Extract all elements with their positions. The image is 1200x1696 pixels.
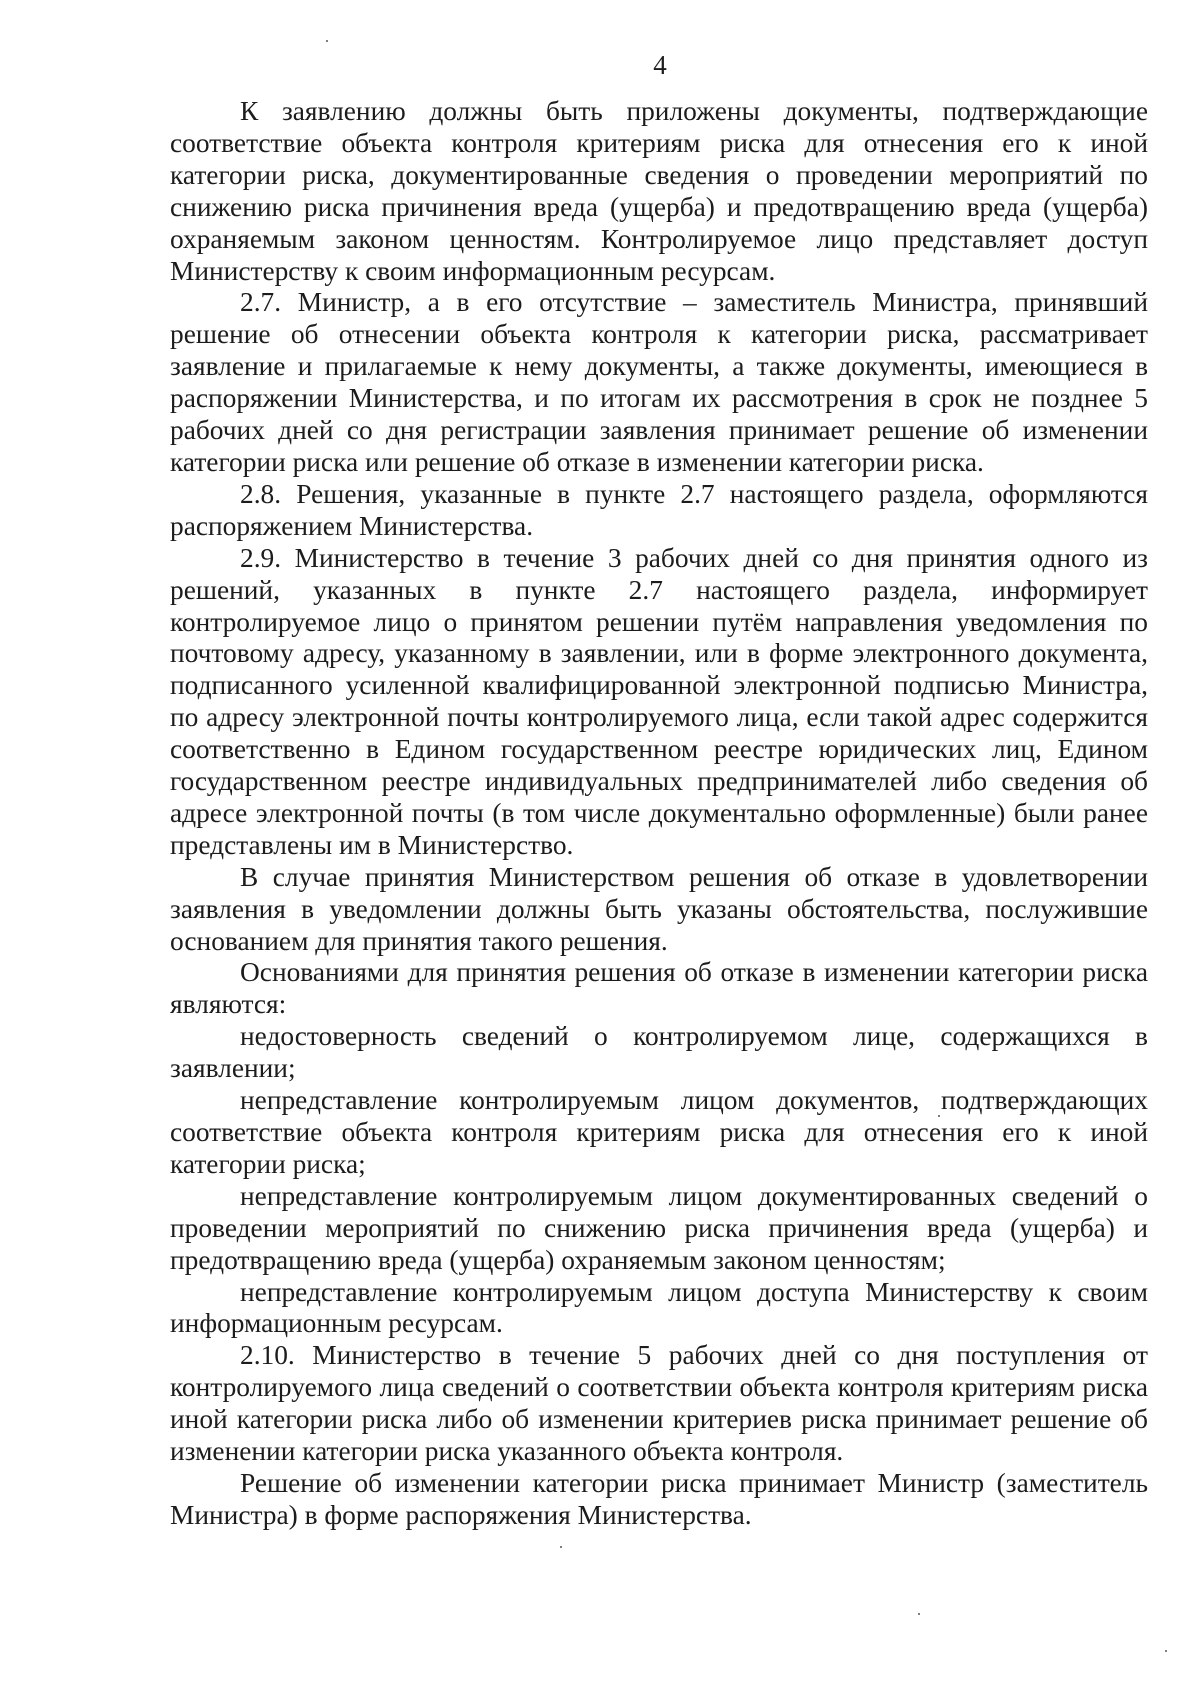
scan-speck: [938, 1115, 940, 1117]
scan-speck: [326, 40, 328, 42]
page-number: 4: [653, 50, 667, 80]
ground-item-2: непредставление контролируемым лицом документов, подтверждающих соответствие объекта контроля критериям риска для отнесения его к иной категории риска;: [170, 1085, 1148, 1179]
paragraph-2-10: 2.10. Министерство в течение 5 рабочих дней со дня поступления от контролируемого лица сведений о соответствии объекта контроля критериям риска иной категории риска либо об изменении критериев риска принимает решение об изменении категории риска указанного объекта контроля.: [170, 1340, 1148, 1467]
paragraph-2-7: 2.7. Министр, а в его отсутствие – заместитель Министра, принявший решение об отнесении объекта контроля к категории риска, рассматривает заявление и прилагаемые к нему документы, а также документы, имеющиеся в распоряжении Министерства, и по итогам их рассмотрения в срок не позднее 5 рабочих дней со дня регистрации заявления принимает решение об изменении категории риска или решение об отказе в изменении категории риска.: [170, 287, 1148, 477]
paragraph-final-decision: Решение об изменении категории риска принимает Министр (заместитель Министра) в форме распоряжения Министерства.: [170, 1467, 1148, 1530]
scan-speck: [918, 1613, 920, 1615]
scan-speck: [560, 1546, 562, 1548]
paragraph-2-9: 2.9. Министерство в течение 3 рабочих дней со дня принятия одного из решений, указанных в пункте 2.7 настоящего раздела, информирует контролируемое лицо о принятом решении путём направления уведомления по почтовому адресу, указанному в заявлении, или в форме электронного документа, подписанного усиленной квалифицированной электронной подписью Министра, по адресу электронной почты контролируемого лица, если такой адрес содержится соответственно в Едином государственном реестре юридических лиц, Едином государственном реестре индивидуальных предпринимателей либо сведения об адресе электронной почты (в том числе документально оформленные) были ранее представлены им в Министерство.: [170, 542, 1148, 860]
paragraph-refusal-notice: В случае принятия Министерством решения об отказе в удовлетворении заявления в уведомлении должны быть указаны обстоятельства, послужившие основанием для принятия такого решения.: [170, 861, 1148, 956]
paragraph-attachments: К заявлению должны быть приложены документы, подтверждающие соответствие объекта контроля критериям риска для отнесения его к иной категории риска, документированные сведения о проведении мероприятий по снижению риска причинения вреда (ущерба) и предотвращению вреда (ущерба) охраняемым законом ценностям. Контролируемое лицо представляет доступ Министерству к своим информационным ресурсам.: [170, 96, 1148, 286]
scan-speck: [1165, 1650, 1167, 1652]
ground-item-1: недостоверность сведений о контролируемом лице, содержащихся в заявлении;: [170, 1021, 1148, 1084]
document-body: [170, 96, 1148, 1532]
paragraph-refusal-grounds: Основаниями для принятия решения об отказе в изменении категории риска являются:: [170, 957, 1148, 1020]
paragraph-2-8: 2.8. Решения, указанные в пункте 2.7 настоящего раздела, оформляются распоряжением Министерства.: [170, 478, 1148, 541]
ground-item-4: непредставление контролируемым лицом доступа Министерству к своим информационным ресурсам.: [170, 1276, 1148, 1339]
ground-item-3: непредставление контролируемым лицом документированных сведений о проведении мероприятий по снижению риска причинения вреда (ущерба) и предотвращению вреда (ущерба) охраняемым законом ценностям;: [170, 1180, 1148, 1275]
